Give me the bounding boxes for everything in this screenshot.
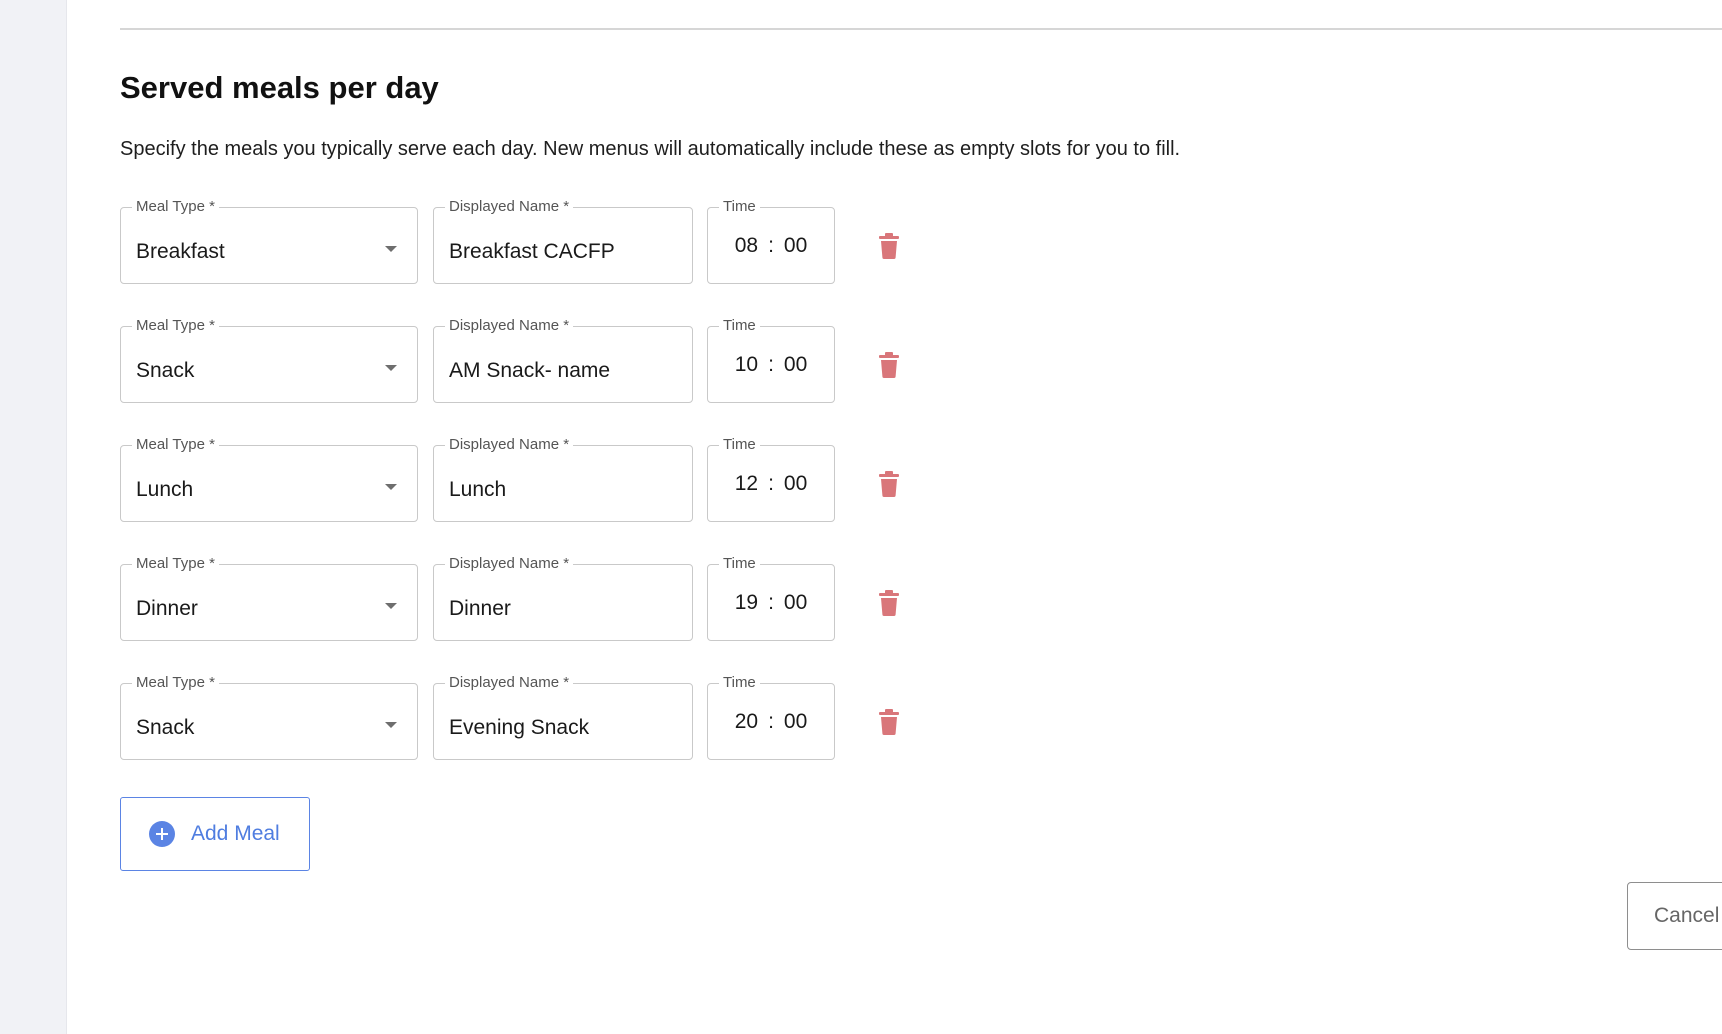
meals-settings-section (120, 0, 1722, 1034)
time-label: Time (719, 674, 760, 692)
delete-meal-button[interactable] (875, 708, 903, 736)
displayed-name-input[interactable] (433, 674, 693, 760)
caret-down-icon (385, 722, 397, 728)
hour-input[interactable]: 19 (734, 591, 759, 614)
minute-input[interactable]: 00 (783, 234, 808, 257)
cancel-button[interactable]: Cancel (1627, 882, 1722, 950)
meal-type-select[interactable] (120, 674, 418, 760)
time-display (708, 472, 834, 496)
displayed-name-label: Displayed Name * (445, 555, 573, 573)
displayed-name-label: Displayed Name * (445, 436, 573, 454)
displayed-name-input[interactable] (433, 317, 693, 403)
time-field (707, 198, 835, 284)
left-sidebar-rail (0, 0, 67, 1034)
meal-type-value: Snack (136, 716, 195, 739)
delete-meal-button[interactable] (875, 232, 903, 260)
displayed-name-value: Lunch (449, 478, 507, 501)
delete-meal-button[interactable] (875, 470, 903, 498)
meal-type-label: Meal Type * (132, 317, 219, 335)
trash-icon (879, 590, 899, 616)
time-separator: : (768, 710, 774, 733)
delete-meal-button[interactable] (875, 589, 903, 617)
hour-input[interactable]: 20 (734, 710, 759, 733)
time-field (707, 436, 835, 522)
caret-down-icon (385, 484, 397, 490)
time-display (708, 710, 834, 734)
time-label: Time (719, 436, 760, 454)
caret-down-icon (385, 365, 397, 371)
caret-down-icon (385, 603, 397, 609)
meal-type-select[interactable] (120, 317, 418, 403)
add-meal-button[interactable] (120, 797, 310, 871)
trash-icon (879, 471, 899, 497)
meal-type-value: Lunch (136, 478, 194, 501)
meal-type-select[interactable] (120, 198, 418, 284)
displayed-name-input[interactable] (433, 555, 693, 641)
meal-type-label: Meal Type * (132, 555, 219, 573)
time-label: Time (719, 317, 760, 335)
meal-type-value: Dinner (136, 597, 198, 620)
displayed-name-input[interactable] (433, 198, 693, 284)
meal-type-label: Meal Type * (132, 674, 219, 692)
time-display (708, 234, 834, 258)
displayed-name-value: Breakfast CACFP (449, 240, 615, 263)
displayed-name-label: Displayed Name * (445, 198, 573, 216)
time-field (707, 555, 835, 641)
time-display (708, 591, 834, 615)
trash-icon (879, 709, 899, 735)
displayed-name-label: Displayed Name * (445, 317, 573, 335)
minute-input[interactable]: 00 (783, 710, 808, 733)
minute-input[interactable]: 00 (783, 591, 808, 614)
hour-input[interactable]: 08 (734, 234, 759, 257)
time-field (707, 674, 835, 760)
time-separator: : (768, 353, 774, 376)
section-divider (120, 28, 1722, 30)
trash-icon (879, 352, 899, 378)
time-field (707, 317, 835, 403)
displayed-name-label: Displayed Name * (445, 674, 573, 692)
section-description: Specify the meals you typically serve each day. New menus will automatically include these as empty slots for you to fill. (120, 138, 1181, 160)
displayed-name-value: Evening Snack (449, 716, 590, 739)
meal-type-label: Meal Type * (132, 436, 219, 454)
minute-input[interactable]: 00 (783, 472, 808, 495)
meal-type-select[interactable] (120, 436, 418, 522)
minute-input[interactable]: 00 (783, 353, 808, 376)
time-separator: : (768, 591, 774, 614)
time-label: Time (719, 555, 760, 573)
displayed-name-value: AM Snack- name (449, 359, 611, 382)
delete-meal-button[interactable] (875, 351, 903, 379)
section-title: Served meals per day (120, 70, 439, 105)
hour-input[interactable]: 10 (734, 353, 759, 376)
time-display (708, 353, 834, 377)
displayed-name-value: Dinner (449, 597, 511, 620)
hour-input[interactable]: 12 (734, 472, 759, 495)
time-label: Time (719, 198, 760, 216)
meal-type-value: Breakfast (136, 240, 225, 263)
trash-icon (879, 233, 899, 259)
caret-down-icon (385, 246, 397, 252)
displayed-name-input[interactable] (433, 436, 693, 522)
time-separator: : (768, 472, 774, 495)
meal-type-label: Meal Type * (132, 198, 219, 216)
time-separator: : (768, 234, 774, 257)
meal-type-select[interactable] (120, 555, 418, 641)
plus-circle-icon (149, 821, 175, 847)
add-meal-label: Add Meal (191, 822, 280, 845)
meal-type-value: Snack (136, 359, 195, 382)
